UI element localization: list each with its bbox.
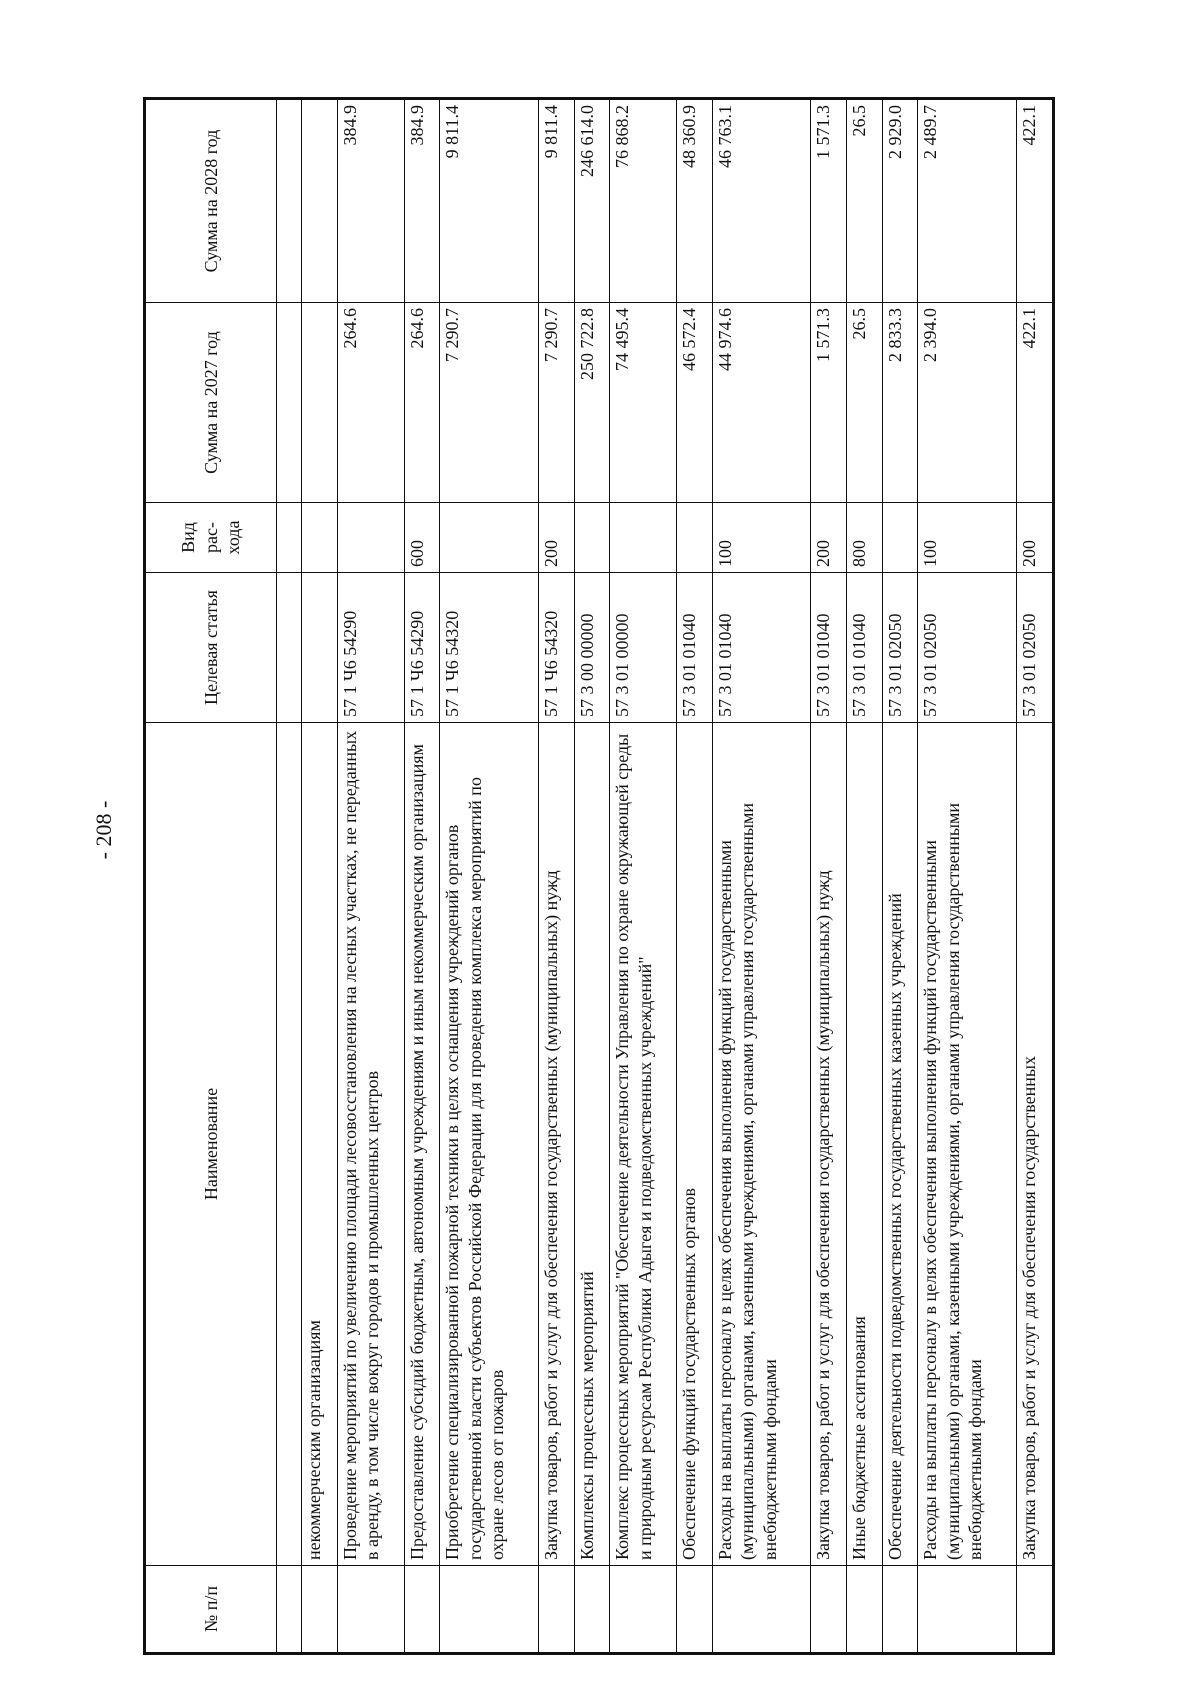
cell-target: 57 1 Ч6 54320 <box>538 573 574 723</box>
cell-name: Проведение мероприятий по увеличению площади лесовосстановления на лесных участках, не переданных в аренду, в том числе вокруг городов и промышленных центров <box>337 723 404 1566</box>
cell-expense-type <box>337 503 404 573</box>
cell-num <box>337 1566 404 1654</box>
cell-num <box>610 1566 677 1654</box>
cell-num <box>882 1566 918 1654</box>
cell-sum-2028: 9 811.4 <box>440 99 539 303</box>
cell-name: Комплекс процессных мероприятий "Обеспечение деятельности Управления по охране окружающей среды и природным ресурсам Республики Адыгея и подведомственных учреждений" <box>610 723 677 1566</box>
cell-name: Расходы на выплаты персоналу в целях обеспечения выполнения функций государственными (муниципальными) органами, казенными учреждениями, органами управления государственными внебюджетными фондами <box>918 723 1017 1566</box>
cell-target: 57 3 01 00000 <box>610 573 677 723</box>
table-row <box>302 99 338 1654</box>
table-row <box>712 99 811 1654</box>
header-name: Наименование <box>145 723 277 1566</box>
page-number: - 208 - <box>91 800 116 860</box>
cell-name: Комплексы процессных мероприятий <box>574 723 610 1566</box>
cell-sum-2027: 264.6 <box>404 303 440 503</box>
cell-num <box>574 1566 610 1654</box>
cell-sum-2028: 422.1 <box>1016 99 1053 303</box>
table-row <box>574 99 610 1654</box>
table-row <box>918 99 1017 1654</box>
cell-sum-2028: 46 763.1 <box>712 99 811 303</box>
cell-name: некоммерческим организациям <box>302 723 338 1566</box>
header-target: Целевая статья <box>145 573 277 723</box>
table-row <box>847 99 883 1654</box>
cell-num <box>677 1566 713 1654</box>
cell-target: 57 3 00 00000 <box>574 573 610 723</box>
cell-sum-2027: 2 394.0 <box>918 303 1017 503</box>
table-row <box>1016 99 1053 1654</box>
table-row <box>404 99 440 1654</box>
cell-name: Расходы на выплаты персоналу в целях обеспечения выполнения функций государственными (муниципальными) органами, казенными учреждениями, органами управления государственными внебюджетными фондами <box>712 723 811 1566</box>
budget-table <box>143 97 1055 1655</box>
cell-expense-type <box>574 503 610 573</box>
cell-sum-2027: 44 974.6 <box>712 303 811 503</box>
cell-target: 57 1 Ч6 54290 <box>337 573 404 723</box>
cell-target: 57 3 01 02050 <box>1016 573 1053 723</box>
header-expense-type: Вид рас- хода <box>145 503 277 573</box>
header-num: № п/п <box>145 1566 277 1654</box>
table-row <box>337 99 404 1654</box>
cell-sum-2028 <box>302 99 338 303</box>
cell-sum-2027: 250 722.8 <box>574 303 610 503</box>
cell-sum-2027: 422.1 <box>1016 303 1053 503</box>
cell-name: Обеспечение функций государственных органов <box>677 723 713 1566</box>
cell-expense-type <box>677 503 713 573</box>
table-row <box>538 99 574 1654</box>
cell-sum-2028: 384.9 <box>404 99 440 303</box>
cell-num <box>811 1566 847 1654</box>
table-row <box>440 99 539 1654</box>
cell-target: 57 1 Ч6 54320 <box>440 573 539 723</box>
cell-expense-type <box>610 503 677 573</box>
cell-name: Предоставление субсидий бюджетным, автономным учреждениям и иным некоммерческим организациям <box>404 723 440 1566</box>
cell-sum-2028: 76 868.2 <box>610 99 677 303</box>
cell-sum-2027: 2 833.3 <box>882 303 918 503</box>
cell-sum-2028: 26.5 <box>847 99 883 303</box>
cell-target: 57 3 01 01040 <box>811 573 847 723</box>
cell-sum-2027: 7 290.7 <box>440 303 539 503</box>
cell-expense-type: 200 <box>538 503 574 573</box>
table-row <box>882 99 918 1654</box>
cell-target <box>302 573 338 723</box>
cell-target: 57 3 01 02050 <box>918 573 1017 723</box>
cell-sum-2027: 26.5 <box>847 303 883 503</box>
cell-name: Закупка товаров, работ и услуг для обеспечения государственных (муниципальных) нужд <box>811 723 847 1566</box>
cell-num <box>302 1566 338 1654</box>
cell-sum-2028: 2 929.0 <box>882 99 918 303</box>
cell-num <box>712 1566 811 1654</box>
cell-name: Закупка товаров, работ и услуг для обеспечения государственных (муниципальных) нужд <box>538 723 574 1566</box>
cell-sum-2028: 48 360.9 <box>677 99 713 303</box>
cell-sum-2027: 1 571.3 <box>811 303 847 503</box>
rotated-table-container <box>143 100 1055 1655</box>
cell-num <box>1016 1566 1053 1654</box>
cell-sum-2027: 74 495.4 <box>610 303 677 503</box>
table-row <box>811 99 847 1654</box>
cell-sum-2028: 384.9 <box>337 99 404 303</box>
cell-num <box>404 1566 440 1654</box>
cell-sum-2028: 1 571.3 <box>811 99 847 303</box>
cell-sum-2028: 246 614.0 <box>574 99 610 303</box>
cell-num <box>440 1566 539 1654</box>
cell-target: 57 3 01 02050 <box>882 573 918 723</box>
cell-expense-type: 800 <box>847 503 883 573</box>
cell-expense-type <box>882 503 918 573</box>
cell-sum-2028: 9 811.4 <box>538 99 574 303</box>
cell-target: 57 3 01 01040 <box>847 573 883 723</box>
cell-expense-type: 100 <box>918 503 1017 573</box>
cell-sum-2027: 7 290.7 <box>538 303 574 503</box>
header-sum-2027: Сумма на 2027 год <box>145 303 277 503</box>
table-row <box>610 99 677 1654</box>
cell-sum-2027 <box>302 303 338 503</box>
cell-sum-2027: 264.6 <box>337 303 404 503</box>
table-body <box>302 99 1054 1654</box>
table-spacer-row <box>277 99 302 1654</box>
cell-expense-type: 600 <box>404 503 440 573</box>
cell-name: Иные бюджетные ассигнования <box>847 723 883 1566</box>
table-row <box>677 99 713 1654</box>
cell-expense-type <box>302 503 338 573</box>
cell-num <box>538 1566 574 1654</box>
cell-expense-type <box>440 503 539 573</box>
table-header-row <box>145 99 277 1654</box>
cell-expense-type: 200 <box>1016 503 1053 573</box>
cell-name: Обеспечение деятельности подведомственных государственных казенных учреждений <box>882 723 918 1566</box>
cell-target: 57 3 01 01040 <box>677 573 713 723</box>
cell-sum-2027: 46 572.4 <box>677 303 713 503</box>
cell-target: 57 1 Ч6 54290 <box>404 573 440 723</box>
cell-target: 57 3 01 01040 <box>712 573 811 723</box>
cell-expense-type: 200 <box>811 503 847 573</box>
cell-sum-2028: 2 489.7 <box>918 99 1017 303</box>
header-sum-2028: Сумма на 2028 год <box>145 99 277 303</box>
cell-num <box>847 1566 883 1654</box>
cell-num <box>918 1566 1017 1654</box>
cell-name: Приобретение специализированной пожарной техники в целях оснащения учреждений органов государственной власти субъектов Российской Федерации для проведения комплекса мероприятий по охране лесов от пожаров <box>440 723 539 1566</box>
cell-expense-type: 100 <box>712 503 811 573</box>
cell-name: Закупка товаров, работ и услуг для обеспечения государственных <box>1016 723 1053 1566</box>
